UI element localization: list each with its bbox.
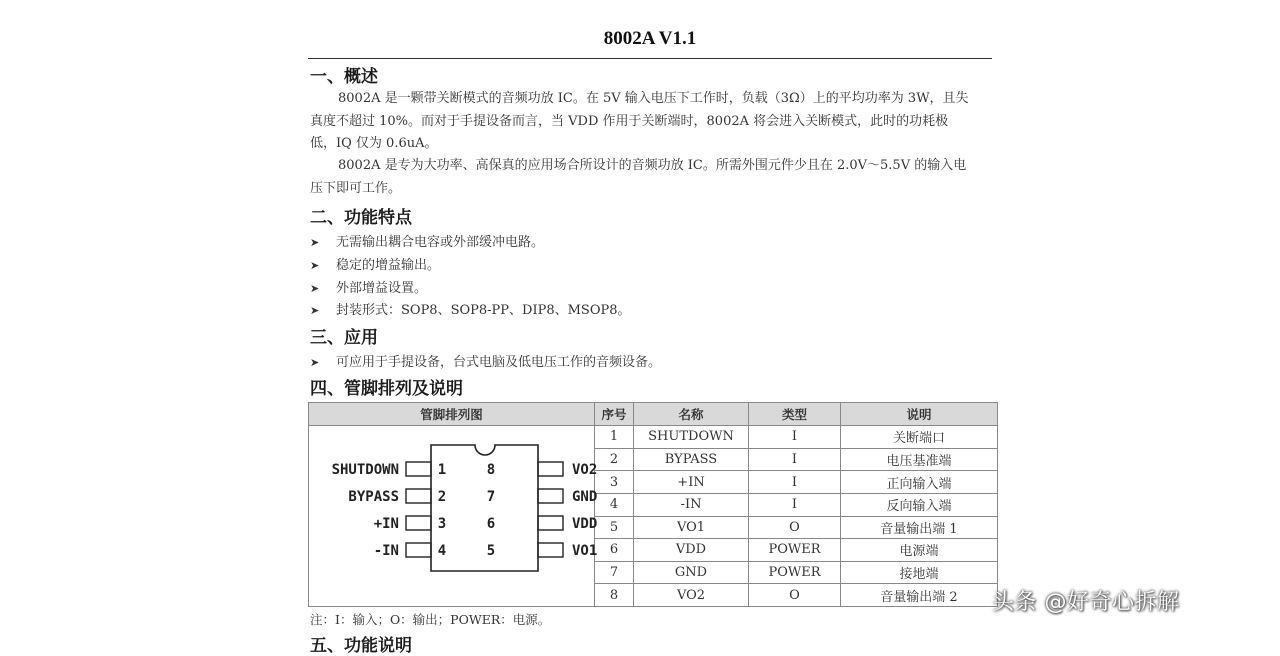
pinout-diagram-cell	[309, 426, 598, 607]
watermark: 头条 @好奇心拆解	[992, 590, 1180, 615]
cell-no: 3	[595, 471, 634, 494]
section-heading-overview: 一、概述	[310, 67, 378, 87]
arrow-bullet-icon: ➤	[310, 259, 320, 272]
table-note: 注：I：输入；O：输出；POWER：电源。	[310, 612, 551, 627]
pin-number: 5	[486, 543, 496, 559]
cell-name: -IN	[634, 493, 749, 516]
cell-type: POWER	[749, 539, 841, 562]
arrow-bullet-icon: ➤	[310, 282, 320, 295]
pin-label-right: VO2	[572, 462, 598, 478]
pin-7-stub	[538, 489, 563, 503]
arrow-bullet-icon: ➤	[310, 304, 320, 317]
pin-8-stub	[538, 462, 563, 476]
overview-paragraph-1	[310, 88, 975, 156]
header-diagram: 管脚排列图	[309, 403, 595, 426]
arrow-bullet-icon: ➤	[310, 356, 320, 369]
pin-table	[308, 402, 998, 607]
cell-no: 1	[595, 426, 634, 449]
title-divider	[308, 58, 992, 59]
cell-type: I	[749, 493, 841, 516]
pin-label-right: VO1	[572, 543, 598, 559]
pin-number: 1	[437, 462, 447, 478]
pin-6-stub	[538, 516, 563, 530]
pin-5-stub	[538, 543, 563, 557]
pin-label-right: VDD	[572, 516, 598, 532]
feature-item: ➤ 外部增益设置。	[310, 281, 428, 296]
cell-desc: 反向输入端	[841, 493, 998, 516]
header-type: 类型	[749, 403, 841, 426]
header-desc: 说明	[841, 403, 998, 426]
pin-3-stub	[406, 516, 431, 530]
cell-no: 6	[595, 539, 634, 562]
cell-no: 4	[595, 493, 634, 516]
cell-type: I	[749, 471, 841, 494]
pin-label-left: SHUTDOWN	[331, 462, 399, 478]
cell-no: 2	[595, 448, 634, 471]
pin-number: 7	[486, 489, 496, 505]
overview-line: 低，IQ 仅为 0.6uA。	[310, 136, 438, 151]
cell-name: SHUTDOWN	[634, 426, 749, 449]
overview-line: 压下即可工作。	[310, 180, 402, 196]
pin-number: 2	[437, 489, 447, 505]
cell-no: 8	[595, 584, 634, 607]
pin-label-right: GND	[572, 489, 598, 505]
application-item: ➤ 可应用于手提设备，台式电脑及低电压工作的音频设备。	[310, 355, 662, 370]
pin-number: 6	[486, 516, 496, 532]
section-heading-pins: 四、管脚排列及说明	[310, 379, 463, 399]
cell-desc: 关断端口	[841, 426, 998, 449]
overview-paragraph-2	[310, 155, 975, 200]
pin-table-header	[309, 403, 998, 426]
overview-line: 8002A 是一颗带关断模式的音频功放 IC。在 5V 输入电压下工作时，负载（3Ω）上的平均功率为 3W，且失	[338, 91, 969, 106]
pin-label-left: BYPASS	[348, 489, 399, 505]
table-row	[309, 426, 998, 449]
cell-no: 7	[595, 561, 634, 584]
cell-type: O	[749, 584, 841, 607]
section-heading-features: 二、功能特点	[310, 208, 412, 228]
pin-1-stub	[406, 462, 431, 476]
document-title: 8002A V1.1	[603, 28, 697, 49]
feature-item: ➤ 无需输出耦合电容或外部缓冲电路。	[310, 235, 545, 250]
pin-label-left: +IN	[373, 516, 399, 532]
cell-desc: 音量输出端 1	[841, 516, 998, 539]
chip-body	[431, 445, 538, 571]
cell-name: BYPASS	[634, 448, 749, 471]
arrow-bullet-icon: ➤	[310, 236, 320, 249]
pin-4-stub	[406, 543, 431, 557]
cell-desc: 音量输出端 2	[841, 584, 998, 607]
cell-no: 5	[595, 516, 634, 539]
overview-line: 8002A 是专为大功率、高保真的应用场合所设计的音频功放 IC。所需外围元件少且在 2.0V～5.5V 的输入电	[338, 158, 967, 173]
pin-number: 8	[486, 462, 496, 478]
cell-desc: 接地端	[841, 561, 998, 584]
pin-2-stub	[406, 489, 431, 503]
cell-type: O	[749, 516, 841, 539]
cell-desc: 电压基准端	[841, 448, 998, 471]
header-name: 名称	[634, 403, 749, 426]
cell-desc: 电源端	[841, 539, 998, 562]
feature-item: ➤ 稳定的增益输出。	[310, 258, 441, 273]
cell-type: POWER	[749, 561, 841, 584]
header-no: 序号	[595, 403, 634, 426]
cell-name: VO1	[634, 516, 749, 539]
pin-number: 4	[437, 543, 447, 559]
cell-type: I	[749, 426, 841, 449]
pin-label-left: -IN	[373, 543, 399, 559]
chip-pinout-diagram	[309, 426, 598, 606]
cell-name: +IN	[634, 471, 749, 494]
pin-number: 3	[437, 516, 447, 532]
feature-item: ➤ 封装形式：SOP8、SOP8-PP、DIP8、MSOP8。	[310, 303, 631, 318]
cell-name: VDD	[634, 539, 749, 562]
cell-name: VO2	[634, 584, 749, 607]
cell-desc: 正向输入端	[841, 471, 998, 494]
cell-type: I	[749, 448, 841, 471]
section-heading-function: 五、功能说明	[310, 636, 412, 656]
section-heading-applications: 三、应用	[310, 328, 378, 348]
overview-line: 真度不超过 10%。而对于手提设备而言，当 VDD 作用于关断端时，8002A 将会进入关断模式，此时的功耗极	[310, 113, 949, 129]
cell-name: GND	[634, 561, 749, 584]
